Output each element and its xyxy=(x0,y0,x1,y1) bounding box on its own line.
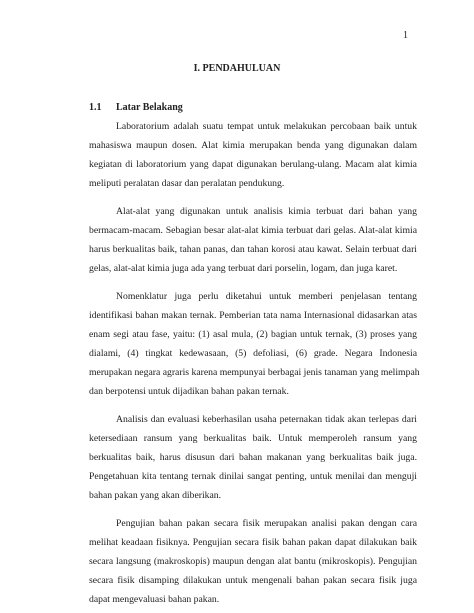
section-title: Latar Belakang xyxy=(116,102,183,113)
text-line: dialami, (4) tingkat kedewasaan, (5) defoliasi, (6) grade. Negara Indonesia xyxy=(89,348,417,359)
text-line: dan berpotensi untuk dijadikan bahan pakan ternak. xyxy=(89,386,289,397)
text-line: Laboratorium adalah suatu tempat untuk melakukan percobaan baik untuk xyxy=(116,121,417,132)
text-line: meliputi peralatan dasar dan peralatan pendukung. xyxy=(89,178,285,189)
section-heading xyxy=(89,102,183,113)
text-line: Nomenklatur juga perlu diketahui untuk memberi penjelasan tentang xyxy=(116,291,417,302)
text-line: merupakan negara agraris karena mempunyai berbagai jenis tanaman yang melimpah xyxy=(89,367,420,378)
text-line: berkualitas baik, harus disusun dari bahan makanan yang berkualitas baik juga. xyxy=(89,452,417,463)
text-line: bahan pakan yang akan diberikan. xyxy=(89,490,222,501)
text-line: Pengujian bahan pakan secara fisik merupakan analisi pakan dengan cara xyxy=(116,518,417,529)
text-line: Alat-alat yang digunakan untuk analisis kimia terbuat dari bahan yang xyxy=(116,206,417,217)
text-line: harus berkualitas baik, tahan panas, dan tahan korosi atau kawat. Selain terbuat dari xyxy=(89,244,417,255)
text-line: Analisis dan evaluasi keberhasilan usaha peternakan tidak akan terlepas dari xyxy=(116,414,417,425)
text-line: kegiatan di laboratorium yang dapat digunakan berulang-ulang. Macam alat kimia xyxy=(89,159,417,170)
text-line: bermacam-macam. Sebagian besar alat-alat kimia terbuat dari gelas. Alat-alat kimia xyxy=(89,225,417,236)
text-line: Pengetahuan kita tentang ternak dinilai sangat penting, untuk menilai dan menguji xyxy=(89,471,417,482)
text-line: identifikasi bahan makan ternak. Pemberian tata nama Internasional didasarkan atas xyxy=(89,310,417,321)
text-line: secara fisik disamping dilakukan untuk mengenali bahan pakan secara fisik juga xyxy=(89,575,417,586)
text-line: ketersediaan ransum yang berkualitas baik. Untuk memperoleh ransum yang xyxy=(89,433,417,444)
section-number: 1.1 xyxy=(89,102,102,113)
text-line: gelas, alat-alat kimia juga ada yang terbuat dari porselin, logam, dan juga karet. xyxy=(89,263,398,274)
text-line: melihat keadaan fisiknya. Pengujian secara fisik bahan pakan dapat dilakukan baik xyxy=(89,537,417,548)
page-number: 1 xyxy=(403,30,408,41)
text-line: mahasiswa maupun dosen. Alat kimia merupakan benda yang digunakan dalam xyxy=(89,140,417,151)
text-line: secara langsung (makroskopis) maupun dengan alat bantu (mikroskopis). Pengujian xyxy=(89,556,417,567)
chapter-title: I. PENDAHULUAN xyxy=(193,63,281,74)
text-line: dapat mengevaluasi bahan pakan. xyxy=(89,594,220,605)
text-line: enam segi atau fase, yaitu: (1) asal mula, (2) bagian untuk ternak, (3) proses yang xyxy=(89,329,417,340)
